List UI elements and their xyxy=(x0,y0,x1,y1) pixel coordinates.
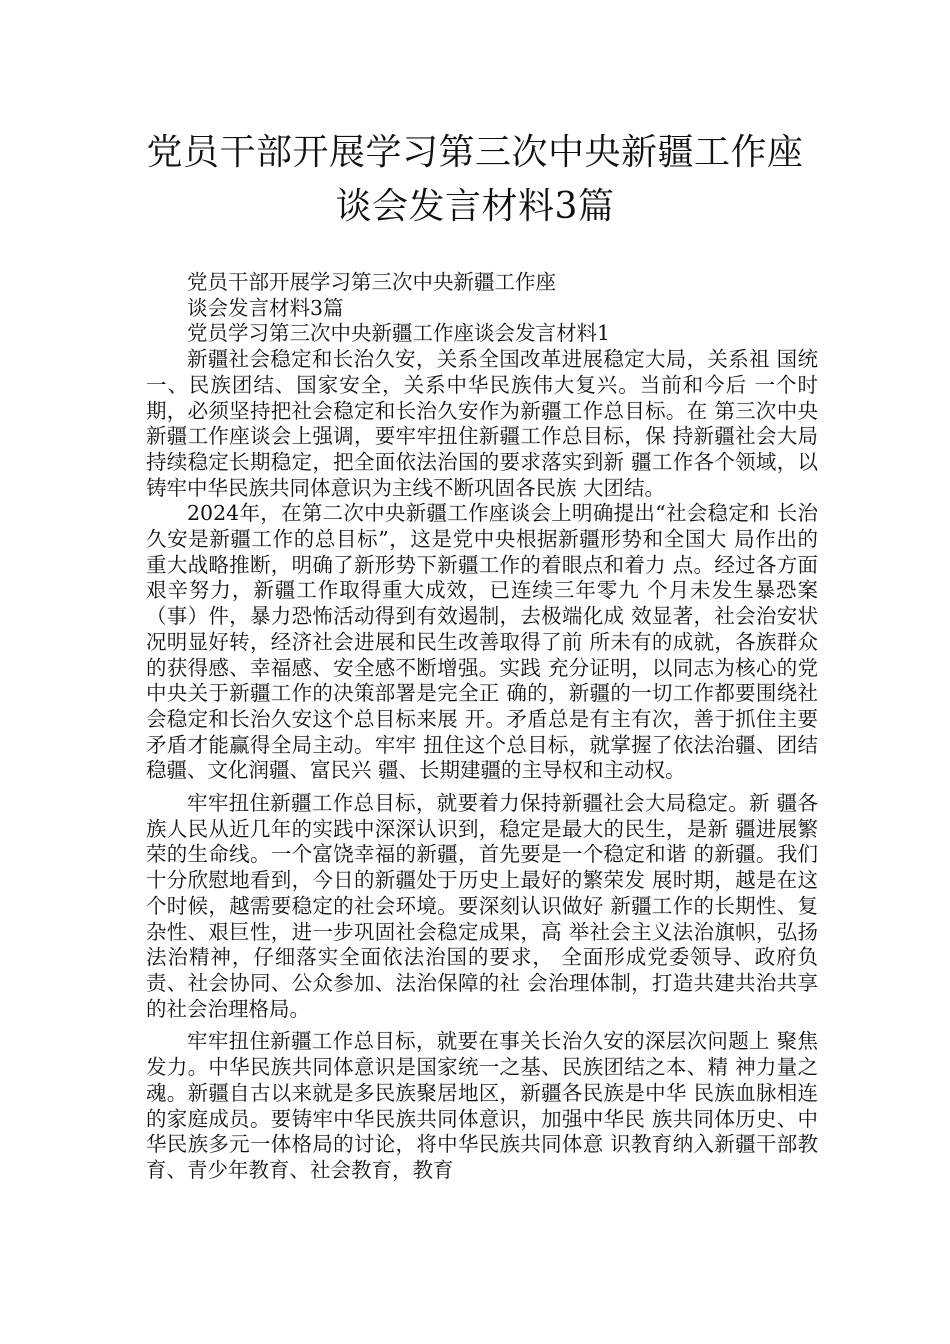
body-paragraph: 2024年，在第二次中央新疆工作座谈会上明确提出“社会稳定和 长治久安是新疆工作的总目标”，这是党中央根据新疆形势和全国大 局作出的重大战略推断，明确了新形势下新疆工作的着眼点和着力 点。经过各方面艰辛努力，新疆工作取得重大成效，已连续三年零九 个月未发生暴恐案（事）件，暴力恐怖活动得到有效遏制，去极端化成 效显著，社会治安状况明显好转，经济社会进展和民生改善取得了前 所未有的成就，各族群众的获得感、幸福感、安全感不断增强。实践 充分证明，以同志为核心的党中央关于新疆工作的决策部署是完全正 确的，新疆的一切工作都要围绕社会稳定和长治久安这个总目标来展 开。矛盾总是有主有次，善于抓住主要矛盾才能赢得全局主动。牢牢 扭住这个总目标，就掌握了依法治疆、团结稳疆、文化润疆、富民兴 疆、长期建疆的主导权和主动权。 xyxy=(146,501,818,783)
subtitle-line-1: 党员干部开展学习第三次中央新疆工作座 xyxy=(187,270,556,294)
document-title xyxy=(100,126,850,234)
title-line-1: 党员干部开展学习第三次中央新疆工作座 xyxy=(146,132,804,173)
title-line-2: 谈会发言材料3篇 xyxy=(335,186,615,227)
body-paragraph: 牢牢扭住新疆工作总目标，就要着力保持新疆社会大局稳定。新 疆各族人民从近几年的实践中深深认识到，稳定是最大的民生，是新 疆进展繁荣的生命线。一个富饶幸福的新疆，首先要是一个稳定和谐 的新疆。我们十分欣慰地看到，今日的新疆处于历史上最好的繁荣发 展时期，越是在这个时候，越需要稳定的社会环境。要深刻认识做好 新疆工作的长期性、复杂性、艰巨性，进一步巩固社会稳定成果，高 举社会主义法治旗帜，弘扬法治精神，仔细落实全面依法治国的要求， 全面形成党委领导、政府负责、社会协同、公众参加、法治保障的社 会治理体制，打造共建共治共享的社会治理格局。 xyxy=(146,791,818,1021)
subtitle-line-2: 谈会发言材料3篇 xyxy=(187,295,344,320)
body-paragraph: 新疆社会稳定和长治久安，关系全国改革进展稳定大局，关系祖 国统一、民族团结、国家安全，关系中华民族伟大复兴。当前和今后 一个时期，必须坚持把社会稳定和长治久安作为新疆工作总目标。在 第三次中央新疆工作座谈会上强调，要牢牢扭住新疆工作总目标，保 持新疆社会大局持续稳定长期稳定，把全面依法治国的要求落实到新 疆工作各个领域，以铸牢中华民族共同体意识为主线不断巩固各民族 大团结。 xyxy=(146,347,818,500)
section-heading: 党员学习第三次中央新疆工作座谈会发言材料1 xyxy=(187,321,611,346)
document-body xyxy=(146,270,818,1184)
body-paragraph: 牢牢扭住新疆工作总目标，就要在事关长治久安的深层次问题上 聚焦发力。中华民族共同体意识是国家统一之基、民族团结之本、精 神力量之魂。新疆自古以来就是多民族聚居地区，新疆各民族是中华 民族血脉相连的家庭成员。要铸牢中华民族共同体意识，加强中华民 族共同体历史、中华民族多元一体格局的讨论，将中华民族共同体意 识教育纳入新疆干部教育、青少年教育、社会教育，教育 xyxy=(146,1029,818,1182)
